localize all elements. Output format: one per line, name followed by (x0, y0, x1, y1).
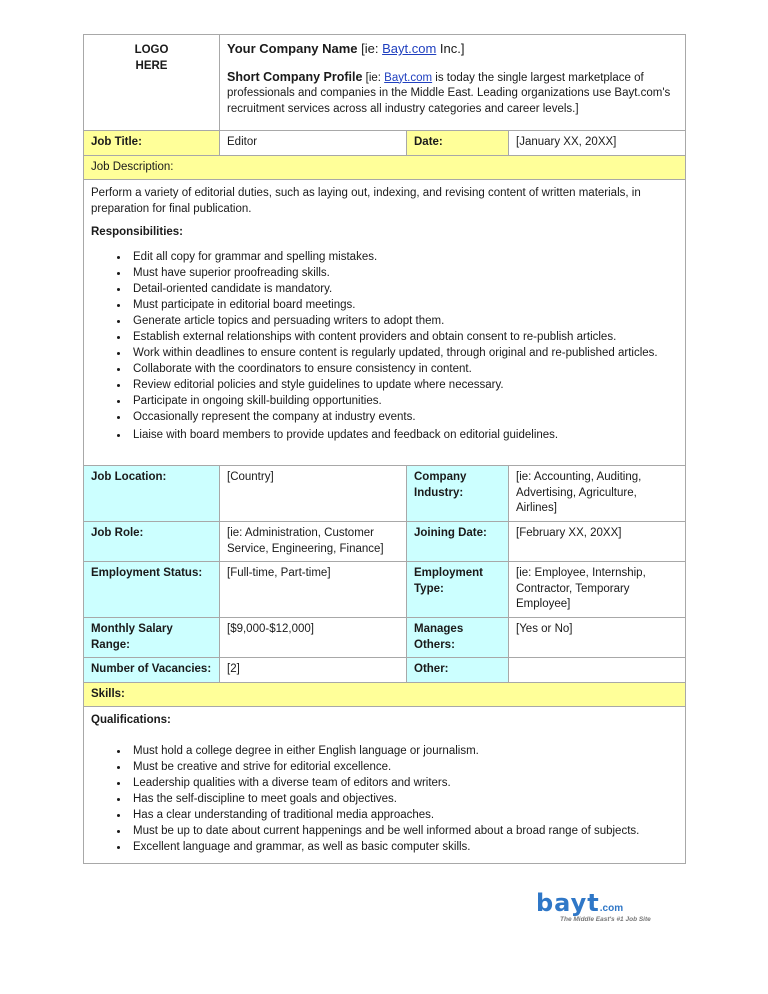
company-industry-label: Company Industry: (407, 466, 509, 522)
details-row-role (84, 522, 686, 562)
salary-range-label: Monthly Salary Range: (84, 618, 220, 658)
list-item: • Occasionally represent the company at industry events. (129, 409, 678, 425)
joining-date-value: [February XX, 20XX] (509, 522, 686, 562)
company-profile (227, 70, 678, 118)
company-name-link[interactable]: Bayt.com (382, 41, 437, 56)
list-item: • Work within deadlines to ensure content is regularly updated, through original and re-published articles. (129, 345, 678, 361)
employment-status-label: Employment Status: (84, 562, 220, 618)
bayt-brand: bayt (536, 889, 600, 917)
other-value (509, 658, 686, 683)
employment-type-label: Employment Type: (407, 562, 509, 618)
job-description-body (84, 180, 686, 466)
list-item: • Has the self-discipline to meet goals and objectives. (129, 791, 678, 807)
company-name-label: Your Company Name (227, 41, 358, 56)
skills-label: Skills: (84, 682, 686, 707)
bayt-logo (536, 891, 676, 923)
list-item: • Participate in ongoing skill-building opportunities. (129, 393, 678, 409)
qualifications-row (84, 707, 686, 864)
job-role-label: Job Role: (84, 522, 220, 562)
details-row-vacancies (84, 658, 686, 683)
list-item: • Has a clear understanding of traditional media approaches. (129, 807, 678, 823)
employment-type-value: [ie: Employee, Internship, Contractor, Temporary Employee] (509, 562, 686, 618)
job-description-text: Perform a variety of editorial duties, such as laying out, indexing, and revising content of written materials, in preparation for final publication. (91, 187, 641, 215)
list-item: • Must be creative and strive for editorial excellence. (129, 759, 678, 775)
job-location-label: Job Location: (84, 466, 220, 522)
details-row-location (84, 466, 686, 522)
company-name-suffix: Inc.] (436, 41, 465, 56)
list-item: • Leadership qualities with a diverse team of editors and writers. (129, 775, 678, 791)
job-form-table (83, 34, 686, 864)
company-info (220, 35, 686, 131)
qualifications-label: Qualifications: (91, 714, 171, 726)
list-item: • Excellent language and grammar, as well as basic computer skills. (129, 839, 678, 855)
profile-link[interactable]: Bayt.com (384, 71, 433, 84)
header-row (84, 35, 686, 131)
profile-text: is today the single largest marketplace of professionals and companies in the Middle East. Leading organizations use Bayt.com's recruitment services across all industry categories and career levels.] (227, 71, 671, 115)
employment-status-value: [Full-time, Part-time] (220, 562, 407, 618)
manages-others-value: [Yes or No] (509, 618, 686, 658)
list-item: • Must hold a college degree in either English language or journalism. (129, 743, 678, 759)
job-description-label-row (84, 155, 686, 180)
company-name-prefix: [ie: (357, 41, 383, 56)
logo-placeholder (84, 35, 220, 131)
bayt-brand-suffix: .com (599, 903, 624, 914)
salary-range-value: [$9,000-$12,000] (220, 618, 407, 658)
list-item: • Generate article topics and persuading writers to adopt them. (129, 313, 678, 329)
logo-line-1: LOGO (134, 44, 169, 56)
manages-others-label: Manages Others: (407, 618, 509, 658)
list-item: • Must have superior proofreading skills. (129, 265, 678, 281)
job-title-value: Editor (220, 131, 407, 156)
date-label: Date: (407, 131, 509, 156)
job-description-label: Job Description: (84, 155, 686, 180)
job-description-document (83, 34, 685, 864)
profile-prefix: [ie: (362, 71, 385, 84)
job-description-row (84, 180, 686, 466)
date-value: [January XX, 20XX] (509, 131, 686, 156)
list-item: • Must participate in editorial board meetings. (129, 297, 678, 313)
bayt-tagline: The Middle East's #1 Job Site (560, 916, 651, 923)
list-item: • Liaise with board members to provide updates and feedback on editorial guidelines. (129, 427, 678, 443)
list-item: • Detail-oriented candidate is mandatory. (129, 281, 678, 297)
list-item: • Edit all copy for grammar and spelling mistakes. (129, 249, 678, 265)
responsibilities-label: Responsibilities: (91, 226, 184, 238)
list-item: • Establish external relationships with content providers and obtain consent to re-publish articles. (129, 329, 678, 345)
list-item: • Collaborate with the coordinators to ensure consistency in content. (129, 361, 678, 377)
qualifications-body (84, 707, 686, 864)
company-industry-value: [ie: Accounting, Auditing, Advertising, Agriculture, Airlines] (509, 466, 686, 522)
profile-label: Short Company Profile (227, 69, 363, 84)
logo-line-2: HERE (135, 59, 168, 72)
responsibilities-list (91, 249, 678, 443)
list-item: • Review editorial policies and style guidelines to update where necessary. (129, 377, 678, 393)
bayt-wordmark (536, 891, 676, 916)
list-item: • Must be up to date about current happenings and be well informed about a broad range of subjects. (129, 823, 678, 839)
job-title-row (84, 131, 686, 156)
vacancies-label: Number of Vacancies: (84, 658, 220, 683)
company-name-line (227, 41, 678, 57)
job-title-label: Job Title: (84, 131, 220, 156)
details-row-employment (84, 562, 686, 618)
vacancies-value: [2] (220, 658, 407, 683)
other-label: Other: (407, 658, 509, 683)
skills-row (84, 682, 686, 707)
job-role-value: [ie: Administration, Customer Service, Engineering, Finance] (220, 522, 407, 562)
qualifications-list (91, 743, 678, 855)
joining-date-label: Joining Date: (407, 522, 509, 562)
details-row-salary (84, 618, 686, 658)
job-location-value: [Country] (220, 466, 407, 522)
